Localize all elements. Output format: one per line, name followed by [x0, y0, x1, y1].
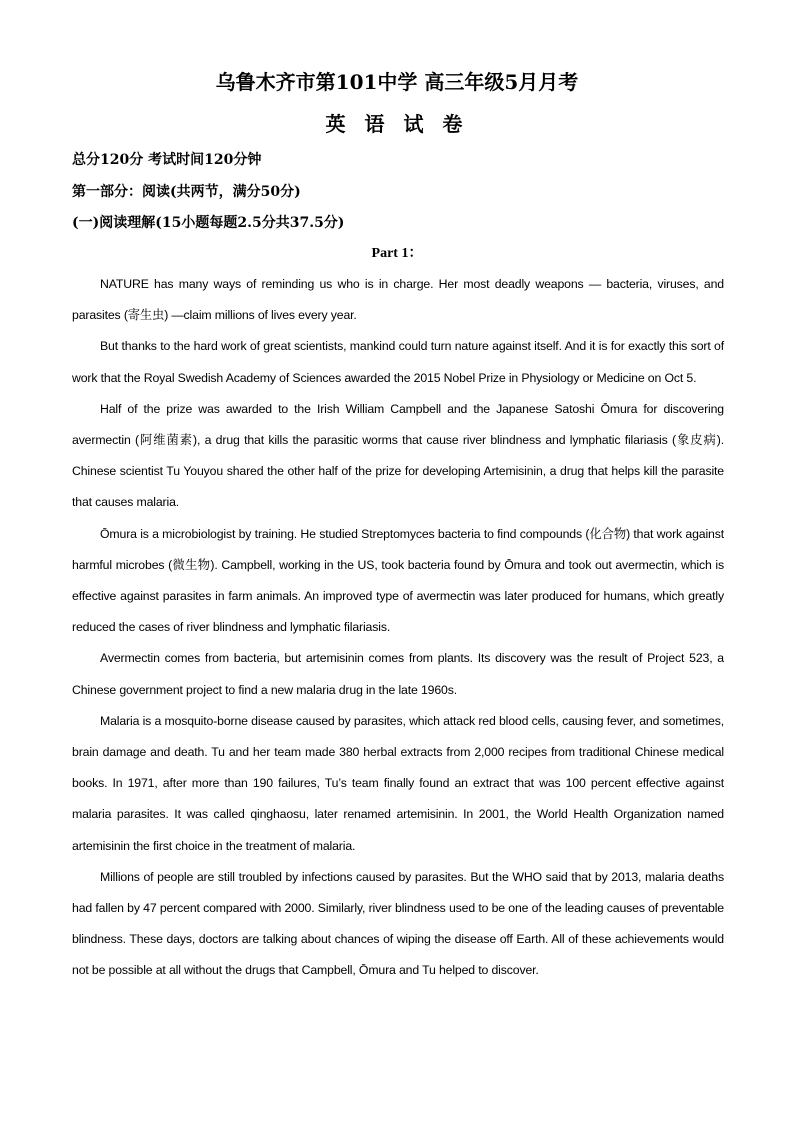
passage-paragraph-6: Malaria is a mosquito-borne disease caused by parasites, which attack red blood cells, causing fever, and sometimes, brain damage and death. Tu and her team made 380 herbal extracts from 2,000 recipes from traditional Chinese medical books. In 1971, after more than 190 failures, Tu’s team finally found an extract that was 100 percent effective against malaria parasites. It was called qinghaosu, later renamed artemisinin. In 2001, the World Health Organization named artemisinin the first choice in the treatment of malaria. — [72, 713, 724, 853]
exam-title: 乌鲁木齐市第101中学 高三年级5月月考 — [215, 70, 579, 94]
section-heading: 第一部分：阅读(共两节，满分50分) — [72, 184, 301, 200]
part-label: Part 1： — [371, 246, 423, 261]
passage-paragraph-5: Avermectin comes from bacteria, but artemisinin comes from plants. Its discovery was the result of Project 523, a Chinese government project to find a new malaria drug in the late 1960s. — [72, 651, 724, 697]
exam-subject-title: 英 语 试 卷 — [325, 112, 469, 136]
passage-paragraph-1: NATURE has many ways of reminding us who is in charge. Her most deadly weapons — bacteria, viruses, and parasites (寄生虫) —claim millions of lives every year. — [72, 277, 724, 323]
passage-paragraph-7: Millions of people are still troubled by infections caused by parasites. But the WHO said that by 2013, malaria deaths had fallen by 47 percent compared with 2000. Similarly, river blindness used to be one of the leading causes of preventable blindness. These days, doctors are talking about chances of wiping the disease off Earth. All of these achievements would not be possible at all without the drugs that Campbell, Ōmura and Tu helped to discover. — [72, 869, 724, 978]
reading-passage — [72, 269, 724, 987]
subsection-heading: (一)阅读理解(15小题每题2.5分共37.5分) — [72, 215, 345, 231]
score-time-line: 总分120分 考试时间120分钟 — [72, 152, 262, 168]
passage-paragraph-2: But thanks to the hard work of great scientists, mankind could turn nature against itself. And it is for exactly this sort of work that the Royal Swedish Academy of Sciences awarded the 2015 Nobel Prize in Physiology or Medicine on Oct 5. — [72, 339, 724, 385]
passage-paragraph-4: Ōmura is a microbiologist by training. He studied Streptomyces bacteria to find compounds (化合物) that work against harmful microbes (微生物). Campbell, working in the US, took bacteria found by Ōmura and took out avermectin, which is effective against parasites in farm animals. An improved type of avermectin was later produced for humans, which greatly reduced the cases of river blindness and lymphatic filariasis. — [72, 526, 724, 635]
passage-paragraph-3: Half of the prize was awarded to the Irish William Campbell and the Japanese Satoshi Ōmura for discovering avermectin (阿维菌素), a drug that kills the parasitic worms that cause river blindness and lymphatic filariasis (象皮病). Chinese scientist Tu Youyou shared the other half of the prize for developing Artemisinin, a drug that helps kill the parasite that causes malaria. — [72, 401, 724, 510]
